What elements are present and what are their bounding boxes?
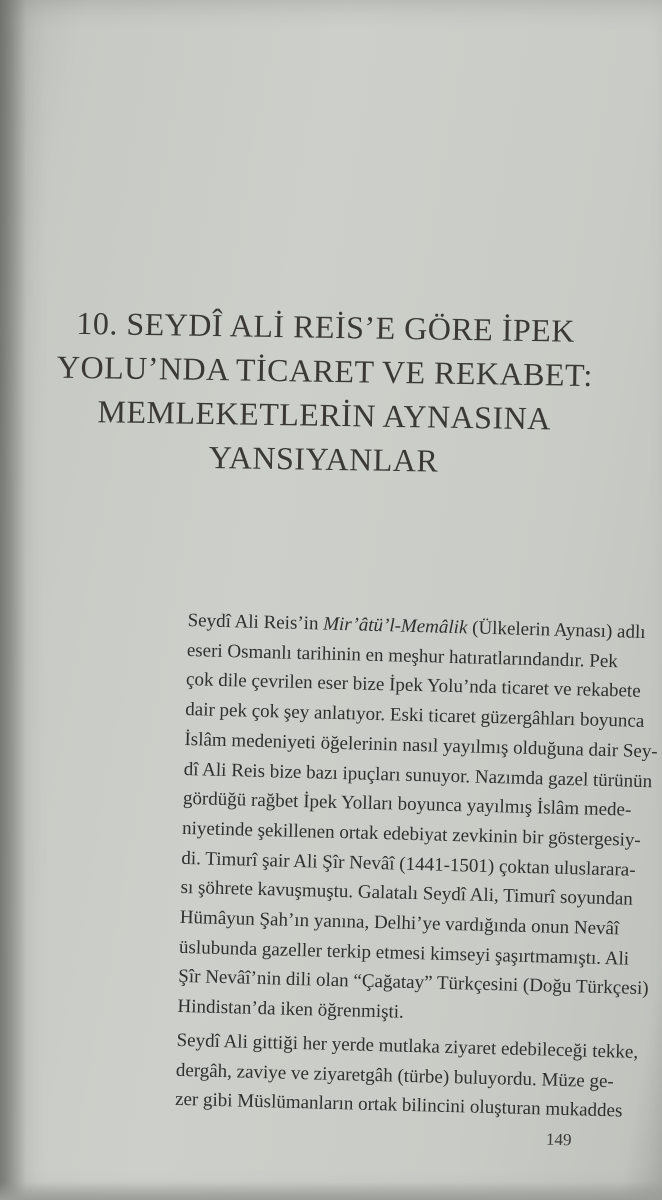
text-line: Hümâyun Şah’ın yanına, Delhi’ye vardığında onun Nevâî [179,906,620,940]
chapter-title-line: MEMLEKETLERİN AYNASINA [97,393,552,437]
paragraph [174,1026,639,1126]
text-line: dergâh, zaviye ve ziyaretgâh (türbe) buluyordu. Müze ge- [175,1059,615,1092]
text-run: Seydî Ali Reis’in [187,609,324,635]
page-number: 149 [545,1129,572,1150]
text-line: dair pek çok şey anlatıyor. Eski ticaret güzergâhları boyunca [185,699,645,733]
text-line: niyetinde şekillenen ortak edebiyat zevkinin bir göstergesiy- [181,817,641,851]
text-line: zer gibi Müslümanların ortak bilincini oluşturan mukaddes [174,1089,623,1122]
text-line: di. Timurî şair Ali Şîr Nevâî (1441-1501) çoktan uluslarara- [181,847,636,881]
text-line: sı şöhrete kavuşmuştu. Galatalı Seydî Ali, Timurî soyundan [180,877,634,911]
text-run: (Ülkelerin Aynası) adlı [467,617,646,643]
chapter-title-line: YANSIYANLAR [208,438,439,479]
chapter-title-line: YOLU’NDA TİCARET VE REKABET: [56,348,594,394]
chapter-title [17,300,632,486]
paragraph [177,606,658,1032]
text-line: Seydî Ali gittiği her yerde mutlaka ziyaret edebileceği tekke, [176,1029,639,1063]
text-line: Şîr Nevâî’nin dili olan “Çağatay” Türkçesini (Doğu Türkçesi) [178,966,649,1000]
text-line: İslâm medeniyeti öğelerinin nasıl yayılmış olduğuna dair Sey- [184,728,658,763]
spine-shadow [0,0,26,1200]
book-title-italic: Mir’âtü’l-Memâlik [322,613,468,639]
text-line: eseri Osmanlı tarihinin en meşhur hatıratlarındandır. Pek [186,639,619,672]
text-line: gördüğü rağbet İpek Yolları boyunca yayılmış İslâm mede- [182,788,632,821]
text-line: çok dile çevrilen eser bize İpek Yolu’nda ticaret ve rekabete [185,669,641,703]
chapter-title-line: 10. SEYDÎ ALİ REİS’E GÖRE İPEK [76,304,576,349]
page-bottom-edge [0,1182,662,1200]
text-line: dî Ali Reis bize bazı ipuçları sunuyor. Nazımda gazel türünün [183,758,653,792]
body-text [174,606,658,1125]
text-line: üslubunda gazeller terkip etmesi kimseyi şaşırtmamıştı. Ali [178,936,630,970]
text-line: Hindistan’da iken öğrenmişti. [177,996,405,1023]
